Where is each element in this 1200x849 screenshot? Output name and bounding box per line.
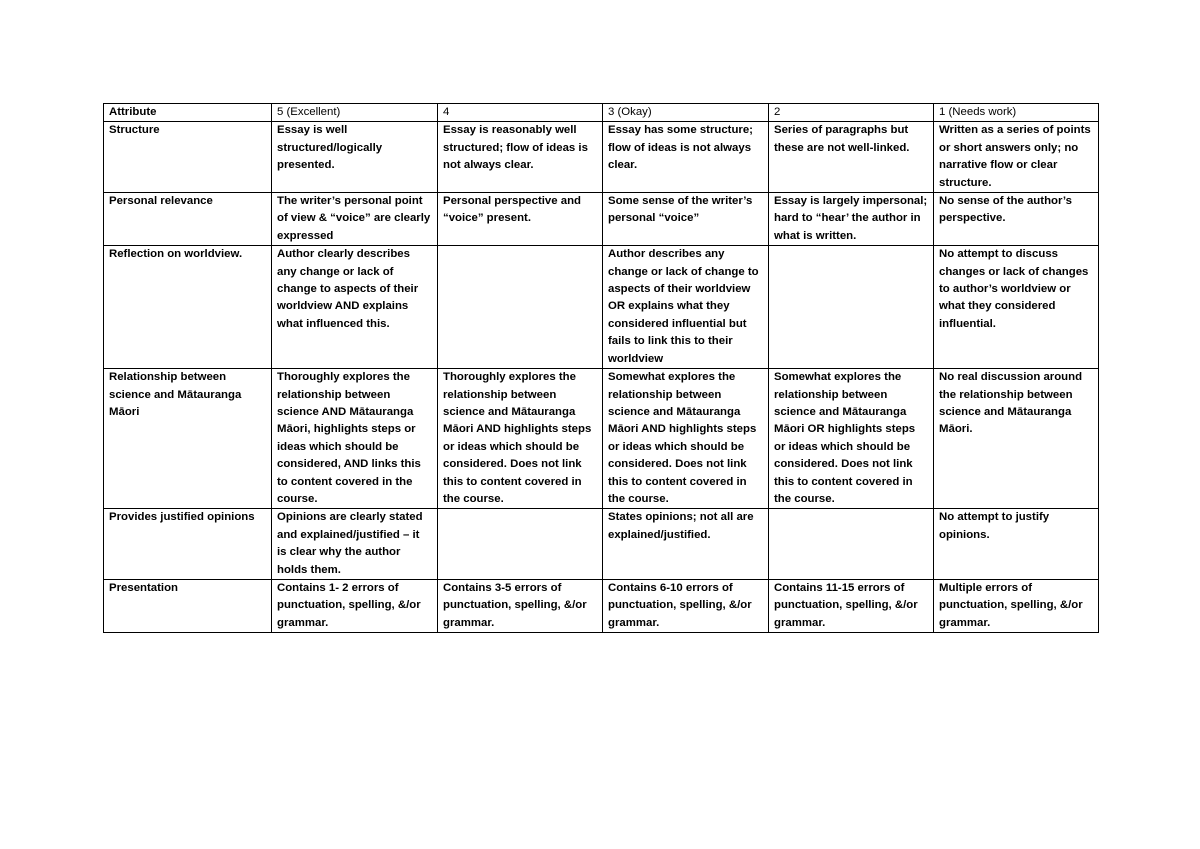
table-row-structure	[104, 122, 1099, 193]
column-header-score-3: 3 (Okay)	[603, 104, 769, 122]
cell-score-4	[438, 246, 603, 369]
row-attribute: Personal relevance	[104, 193, 272, 246]
cell-score-4: Contains 3-5 errors of punctuation, spelling, &/or grammar.	[438, 579, 603, 632]
column-header-score-5: 5 (Excellent)	[272, 104, 438, 122]
cell-score-5: Essay is well structured/logically presented.	[272, 122, 438, 193]
cell-score-3: States opinions; not all are explained/justified.	[603, 509, 769, 580]
cell-score-1: Multiple errors of punctuation, spelling, &/or grammar.	[934, 579, 1099, 632]
table-row-relationship-science-matauranga	[104, 369, 1099, 509]
row-attribute: Reflection on worldview.	[104, 246, 272, 369]
table-row-personal-relevance	[104, 193, 1099, 246]
cell-score-1: Written as a series of points or short answers only; no narrative flow or clear structure.	[934, 122, 1099, 193]
cell-score-2: Somewhat explores the relationship between science and Mātauranga Māori OR highlights steps or ideas which should be considered. Does not link this to content covered in the course.	[769, 369, 934, 509]
cell-score-5: Author clearly describes any change or lack of change to aspects of their worldview AND explains what influenced this.	[272, 246, 438, 369]
cell-score-3: Essay has some structure; flow of ideas is not always clear.	[603, 122, 769, 193]
cell-score-2: Series of paragraphs but these are not well-linked.	[769, 122, 934, 193]
cell-score-4	[438, 509, 603, 580]
cell-score-5: Thoroughly explores the relationship between science AND Mātauranga Māori, highlights steps or ideas which should be considered, AND links this to content covered in the course.	[272, 369, 438, 509]
cell-score-4: Personal perspective and “voice” present.	[438, 193, 603, 246]
cell-score-2: Essay is largely impersonal; hard to “hear’ the author in what is written.	[769, 193, 934, 246]
cell-score-4: Essay is reasonably well structured; flow of ideas is not always clear.	[438, 122, 603, 193]
cell-score-3: Somewhat explores the relationship between science and Mātauranga Māori AND highlights steps or ideas which should be considered. Does not link this to content covered in the course.	[603, 369, 769, 509]
cell-score-3: Contains 6-10 errors of punctuation, spelling, &/or grammar.	[603, 579, 769, 632]
table-row-reflection-on-worldview	[104, 246, 1099, 369]
cell-score-1: No real discussion around the relationship between science and Mātauranga Māori.	[934, 369, 1099, 509]
row-attribute: Relationship between science and Mātauranga Māori	[104, 369, 272, 509]
cell-score-4: Thoroughly explores the relationship between science and Mātauranga Māori AND highlights steps or ideas which should be considered. Does not link this to content covered in the course.	[438, 369, 603, 509]
cell-score-2	[769, 246, 934, 369]
cell-score-1: No attempt to justify opinions.	[934, 509, 1099, 580]
cell-score-3: Some sense of the writer’s personal “voice”	[603, 193, 769, 246]
cell-score-2	[769, 509, 934, 580]
cell-score-5: Contains 1- 2 errors of punctuation, spelling, &/or grammar.	[272, 579, 438, 632]
cell-score-2: Contains 11-15 errors of punctuation, spelling, &/or grammar.	[769, 579, 934, 632]
table-row-justified-opinions	[104, 509, 1099, 580]
column-header-score-4: 4	[438, 104, 603, 122]
cell-score-5: Opinions are clearly stated and explained/justified – it is clear why the author holds them.	[272, 509, 438, 580]
column-header-score-1: 1 (Needs work)	[934, 104, 1099, 122]
cell-score-1: No attempt to discuss changes or lack of changes to author’s worldview or what they considered influential.	[934, 246, 1099, 369]
column-header-score-2: 2	[769, 104, 934, 122]
row-attribute: Presentation	[104, 579, 272, 632]
row-attribute: Provides justified opinions	[104, 509, 272, 580]
cell-score-1: No sense of the author’s perspective.	[934, 193, 1099, 246]
column-header-attribute: Attribute	[104, 104, 272, 122]
cell-score-5: The writer’s personal point of view & “voice” are clearly expressed	[272, 193, 438, 246]
header-row	[104, 104, 1099, 122]
rubric-table	[103, 103, 1099, 633]
row-attribute: Structure	[104, 122, 272, 193]
cell-score-3: Author describes any change or lack of change to aspects of their worldview OR explains what they considered influential but fails to link this to their worldview	[603, 246, 769, 369]
table-row-presentation	[104, 579, 1099, 632]
